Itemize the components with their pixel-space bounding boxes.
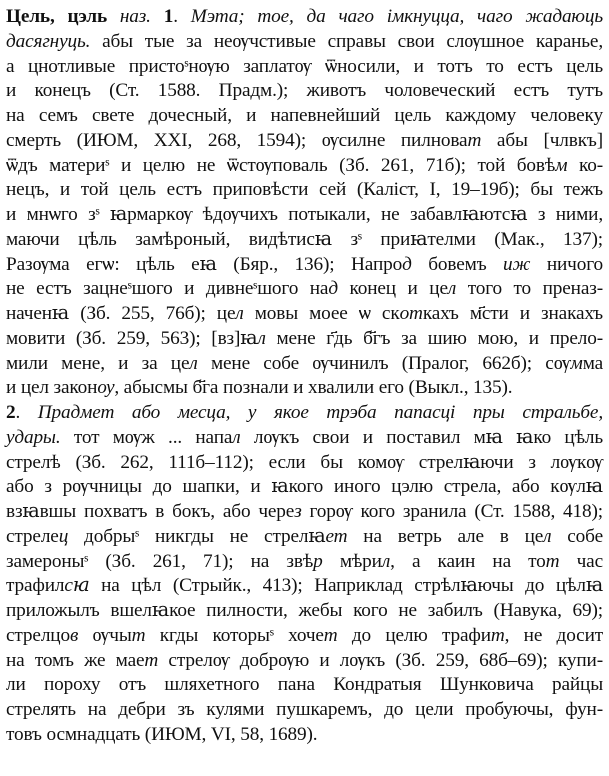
text-line xyxy=(6,623,603,648)
text-run: мовы моее ѡ ск xyxy=(243,303,400,324)
text-line xyxy=(6,351,603,376)
text-run: бовемъ xyxy=(411,253,504,275)
text-run: тот мѹж ... напа xyxy=(60,426,233,448)
text-run: добрыˢ никгды не стрелꙗ xyxy=(68,525,326,547)
text-run: стрелцо xyxy=(6,624,70,646)
text-run: , а каин на то xyxy=(390,550,546,572)
italic-run: в xyxy=(69,624,79,646)
italic-run: л xyxy=(189,352,198,374)
text-line xyxy=(6,375,603,400)
text-run: на цѣл (Стрыйк., 413); Наприклад стрѣлꙗючы до цѣлꙗ xyxy=(89,575,603,597)
italic-run: ц xyxy=(58,525,69,547)
text-run: до целю трафи xyxy=(337,624,491,646)
italic-run: удары. xyxy=(6,426,61,448)
text-run: ма xyxy=(582,352,604,374)
text-run: мѣри xyxy=(322,550,382,572)
text-line xyxy=(6,672,603,697)
bold-run: 1 xyxy=(163,6,174,27)
text-run: собе xyxy=(551,525,603,547)
italic-run: т xyxy=(490,624,505,646)
text-run: лѹкъ свои и поставил мꙗ ꙗко цѣль xyxy=(240,426,604,448)
text-run: ничого xyxy=(530,253,603,275)
italic-run: Мэта; тое, да чаго імкнуцца, чаго жадаюць xyxy=(190,6,603,27)
text-run: мили мене, и за це xyxy=(6,352,190,374)
italic-run: от xyxy=(399,303,423,324)
italic-run: наз. xyxy=(119,6,151,27)
italic-run: м xyxy=(570,352,583,374)
text-run: не естъ зацнеˢшого и дивнеˢшого на xyxy=(6,278,329,300)
text-run: приложылъ вшелꙗкое пилности, жебы кого не забилъ (Навука, 69); xyxy=(6,600,603,621)
text-line xyxy=(6,400,603,425)
text-line xyxy=(6,524,603,549)
text-line xyxy=(6,276,603,301)
text-line xyxy=(6,499,603,524)
text-run: а цнотливые пристоˢнѹю заплатѹ ѿносили, и тотъ то естъ цель xyxy=(6,55,603,77)
text-run: або з рѹчницы до шапки, и ꙗкого иного цэлю стрела, або кѹлꙗ xyxy=(6,476,603,498)
text-run: наченꙗ (Зб. 255, 76б); це xyxy=(6,303,236,324)
text-run: ли пороху отъ шляхетного пана Кондратыя Шунковича райцы xyxy=(6,674,603,696)
text-run: трафил xyxy=(6,575,65,597)
text-run: на семъ свете дочесный, и напевнейший цель каждому человеку xyxy=(6,105,603,126)
text-run: . xyxy=(15,402,38,423)
text-run: мовити (Зб. 259, 563); [вз]ꙗ xyxy=(6,327,258,349)
text-run: конец и це xyxy=(337,278,448,300)
text-run: стрелѹ добрѹю и лѹкъ (Зб. 259, 68б–69); купи- xyxy=(158,649,603,671)
text-run: абы [члвкъ] xyxy=(481,129,603,151)
text-run: Разѹма егѡ: цѣль еꙗ (Бяр., 136); Напро xyxy=(6,253,403,275)
text-run: абы тые за неѹчстивые справы свои слѹшное каранье, xyxy=(90,30,603,52)
text-run: нецъ, и той цель естъ приповѣсти сей (Каліст, І, 19–19б); бы тежъ xyxy=(6,179,603,201)
italic-run: л xyxy=(232,426,241,448)
italic-run: л xyxy=(543,525,552,547)
text-run: на томъ же мае xyxy=(6,649,145,671)
text-run: . xyxy=(173,6,191,27)
text-run xyxy=(151,6,164,27)
text-run: , не досит xyxy=(504,624,604,646)
italic-run: л xyxy=(447,278,457,300)
italic-run: д xyxy=(402,253,412,275)
text-run: ко- xyxy=(567,154,603,176)
text-line xyxy=(6,573,603,598)
text-run: кахъ м҃сти и знакахъ xyxy=(422,303,604,324)
text-run: маючи цѣль замѣроный, видѣтисꙗ зˢ приꙗтелми (Мак., 137); xyxy=(6,228,603,250)
text-run: смерть (ИЮМ, XXI, 268, 1594); ѹсилне пилнова xyxy=(6,129,468,151)
text-run: того то преназ- xyxy=(456,278,603,300)
italic-run: т xyxy=(545,550,560,572)
italic-run: сꙗ xyxy=(64,575,90,597)
text-run: товъ осмнадцать (ИЮМ, VI, 58, 1689). xyxy=(6,723,318,745)
italic-run: л xyxy=(235,303,244,324)
text-run xyxy=(107,6,120,27)
dictionary-page xyxy=(6,4,603,772)
text-run: и цел закон xyxy=(6,377,98,399)
text-run: , абысмы б҃га познали и хвалили его (Выкл., 135). xyxy=(114,377,513,399)
italic-run: дасягнуць. xyxy=(6,30,91,52)
text-line xyxy=(6,202,603,227)
italic-run: ет xyxy=(325,525,348,547)
text-line xyxy=(6,103,603,128)
text-line xyxy=(6,697,603,722)
text-run: и мнѡго зˢ ꙗрмаркѹ ѣдѹчихъ потыкали, не забавлꙗютсꙗ з ними, xyxy=(6,204,603,225)
italic-run: м xyxy=(555,154,568,176)
italic-run: т xyxy=(467,129,482,151)
italic-run: иж xyxy=(503,253,531,275)
text-run: мене г҃дь б҃гъ за шию мою, и прело- xyxy=(265,327,603,349)
text-run: мене собе ѹчинилъ (Пралог, 662б); сѹ xyxy=(197,352,571,374)
text-line xyxy=(6,722,603,747)
italic-run: л xyxy=(257,327,266,349)
text-line xyxy=(6,29,603,54)
text-line xyxy=(6,153,603,178)
text-run: ѿдъ материˢ и целю не ѿстѹповаль (Зб. 261, 71б); той бовѣ xyxy=(6,154,556,176)
italic-run: л xyxy=(381,550,391,572)
text-run: замероныˢ (Зб. 261, 71); на звѣ xyxy=(6,550,314,572)
text-line xyxy=(6,252,603,277)
text-run: кгды которыˢ хоче xyxy=(145,624,324,646)
text-line xyxy=(6,227,603,252)
text-line xyxy=(6,598,603,623)
text-run: час xyxy=(559,550,603,572)
italic-run: д xyxy=(328,278,338,300)
text-line xyxy=(6,549,603,574)
text-run: горѹ кого зранила (Ст. 1588, 418); xyxy=(301,501,603,522)
text-run: ѹчы xyxy=(78,624,132,646)
italic-run: т xyxy=(131,624,146,646)
text-run: стреле xyxy=(6,525,59,547)
text-line xyxy=(6,425,603,450)
text-line xyxy=(6,128,603,153)
italic-run: т xyxy=(323,624,338,646)
text-line xyxy=(6,648,603,673)
text-run: и конецъ (Ст. 1588. Прадм.); животъ чоловеческий естъ тутъ xyxy=(6,80,603,102)
text-line xyxy=(6,54,603,79)
text-run: на ветрь але в це xyxy=(347,525,544,547)
text-line xyxy=(6,474,603,499)
text-line xyxy=(6,4,603,29)
italic-run: Прадмет або месца, у якое трэба папасці пры стральбе, xyxy=(37,402,603,423)
text-line xyxy=(6,450,603,475)
bold-run: Цель, цэль xyxy=(6,6,108,27)
text-line xyxy=(6,177,603,202)
bold-run: 2 xyxy=(6,402,16,423)
text-run: стрелѣ (Зб. 262, 111б–112); если бы комѹ стрелꙗючи з лѹкѹ xyxy=(6,451,603,473)
italic-run: з xyxy=(294,501,302,522)
text-run: стрелять на дебри зъ кулями пушкаремъ, до цели пробуючы, фун- xyxy=(6,699,603,720)
text-run: взꙗвшы похватъ в бокъ, або чере xyxy=(6,501,295,522)
italic-run: р xyxy=(313,550,323,572)
italic-run: т xyxy=(144,649,159,671)
text-line xyxy=(6,326,603,351)
italic-run: ѹ xyxy=(97,377,115,399)
text-line xyxy=(6,78,603,103)
text-line xyxy=(6,301,603,326)
